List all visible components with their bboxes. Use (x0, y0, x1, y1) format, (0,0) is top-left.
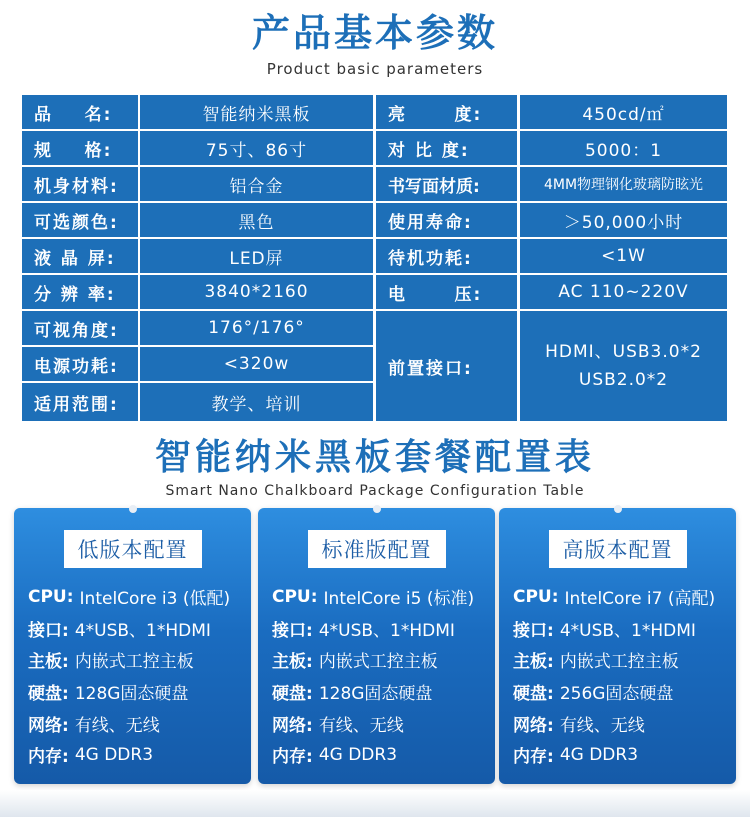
spec-heading (0, 10, 750, 78)
spec-value-contrast: 5000：1 (520, 131, 727, 165)
spec-value: 4*USB、1*HDMI (318, 620, 455, 641)
spec-key: 主板: (513, 652, 554, 673)
package-card-title: 低版本配置 (64, 530, 202, 568)
spec-label-ports: 前置接口: (376, 311, 517, 421)
spec-value-surface: 4MM物理钢化玻璃防眩光 (520, 167, 727, 201)
bottom-fade (0, 790, 750, 817)
package-heading (0, 436, 750, 500)
spec-value-resolution: 3840*2160 (140, 275, 373, 309)
spec-key: 主板: (272, 652, 313, 673)
spec-key: 内存: (28, 747, 69, 768)
spec-value: 有线、无线 (559, 715, 645, 736)
spec-value: 4*USB、1*HDMI (559, 620, 696, 641)
spec-value-material: 铝合金 (140, 167, 373, 201)
spec-value-viewing: 176°/176° (140, 311, 373, 345)
spec-value-brightness: 450cd/㎡ (520, 95, 727, 129)
spec-key: 网络: (28, 715, 69, 736)
spec-value: 内嵌式工控主板 (559, 652, 679, 673)
package-spec-row (272, 644, 491, 676)
spec-label-viewing: 可视角度: (22, 311, 138, 345)
spec-value-ports-line2: USB2.0*2 (578, 370, 669, 390)
spec-value-voltage: AC 110~220V (520, 275, 727, 309)
spec-label-resolution: 分 辨 率: (22, 275, 138, 309)
card-dot (373, 505, 381, 513)
spec-label-contrast: 对 比 度: (376, 131, 517, 165)
spec-key: CPU: (28, 586, 74, 607)
spec-key: 主板: (28, 652, 69, 673)
package-card-low (14, 508, 251, 784)
spec-key: 硬盘: (28, 684, 69, 705)
spec-label-power: 电源功耗: (22, 347, 138, 381)
package-card-title: 标准版配置 (308, 530, 446, 568)
package-spec-row (513, 676, 732, 708)
package-spec-row (28, 644, 247, 676)
spec-value: 内嵌式工控主板 (74, 652, 194, 673)
package-spec-row (513, 707, 732, 739)
spec-key: 内存: (513, 747, 554, 768)
spec-key: CPU: (272, 586, 318, 607)
package-spec-row (28, 581, 247, 613)
package-spec-list (513, 581, 732, 771)
spec-value-name: 智能纳米黑板 (140, 95, 373, 129)
spec-value: 4G DDR3 (318, 744, 398, 765)
package-card-standard (258, 508, 495, 784)
spec-label-name: 品 名: (22, 95, 138, 129)
spec-title: 产品基本参数 (251, 11, 498, 55)
spec-value: 128G固态硬盘 (318, 684, 433, 705)
spec-value-color: 黑色 (140, 203, 373, 237)
spec-value: 4G DDR3 (559, 744, 639, 765)
spec-value: IntelCore i3 (低配) (79, 589, 231, 610)
package-spec-list (28, 581, 247, 771)
spec-value-standby: <1W (520, 239, 727, 273)
spec-value-ports-line1: HDMI、USB3.0*2 (545, 342, 702, 362)
package-spec-list (272, 581, 491, 771)
spec-value: 4G DDR3 (74, 744, 154, 765)
spec-value-lcd: LED屏 (140, 239, 373, 273)
spec-key: 网络: (513, 715, 554, 736)
spec-value-size: 75寸、86寸 (140, 131, 373, 165)
package-subtitle: Smart Nano Chalkboard Package Configuration Table (165, 483, 585, 499)
spec-label-surface: 书写面材质: (376, 167, 517, 201)
spec-value: 4*USB、1*HDMI (74, 620, 211, 641)
package-card-high (499, 508, 736, 784)
spec-label-life: 使用寿命: (376, 203, 517, 237)
spec-value-life: ＞50,000小时 (520, 203, 727, 237)
spec-value: 内嵌式工控主板 (318, 652, 438, 673)
spec-subtitle: Product basic parameters (266, 60, 484, 78)
package-spec-row (513, 739, 732, 771)
spec-value: 有线、无线 (318, 715, 404, 736)
package-spec-row (513, 581, 732, 613)
package-spec-row (28, 739, 247, 771)
card-dot (614, 505, 622, 513)
spec-key: 硬盘: (513, 684, 554, 705)
spec-value: 有线、无线 (74, 715, 160, 736)
package-spec-row (272, 581, 491, 613)
package-card-title: 高版本配置 (549, 530, 687, 568)
spec-value-power: <320w (140, 347, 373, 381)
spec-value-scope: 教学、培训 (140, 383, 373, 421)
spec-key: 接口: (272, 620, 313, 641)
spec-label-standby: 待机功耗: (376, 239, 517, 273)
spec-value-ports (520, 311, 727, 421)
spec-key: 内存: (272, 747, 313, 768)
spec-key: 网络: (272, 715, 313, 736)
spec-table (22, 95, 727, 425)
card-dot (129, 505, 137, 513)
package-spec-row (272, 676, 491, 708)
package-spec-row (28, 676, 247, 708)
spec-value: IntelCore i7 (高配) (564, 589, 716, 610)
package-spec-row (272, 613, 491, 645)
spec-label-size: 规 格: (22, 131, 138, 165)
spec-key: 硬盘: (272, 684, 313, 705)
spec-label-brightness: 亮 度: (376, 95, 517, 129)
package-spec-row (28, 613, 247, 645)
spec-label-voltage: 电 压: (376, 275, 517, 309)
package-spec-row (272, 739, 491, 771)
spec-value: 256G固态硬盘 (559, 684, 674, 705)
spec-key: CPU: (513, 586, 559, 607)
package-spec-row (272, 707, 491, 739)
package-spec-row (513, 613, 732, 645)
spec-label-material: 机身材料: (22, 167, 138, 201)
package-spec-row (513, 644, 732, 676)
package-spec-row (28, 707, 247, 739)
spec-label-color: 可选颜色: (22, 203, 138, 237)
spec-key: 接口: (513, 620, 554, 641)
package-title: 智能纳米黑板套餐配置表 (154, 437, 595, 478)
spec-value: IntelCore i5 (标准) (323, 589, 475, 610)
spec-label-scope: 适用范围: (22, 383, 138, 421)
spec-key: 接口: (28, 620, 69, 641)
spec-label-lcd: 液 晶 屏: (22, 239, 138, 273)
spec-value: 128G固态硬盘 (74, 684, 189, 705)
